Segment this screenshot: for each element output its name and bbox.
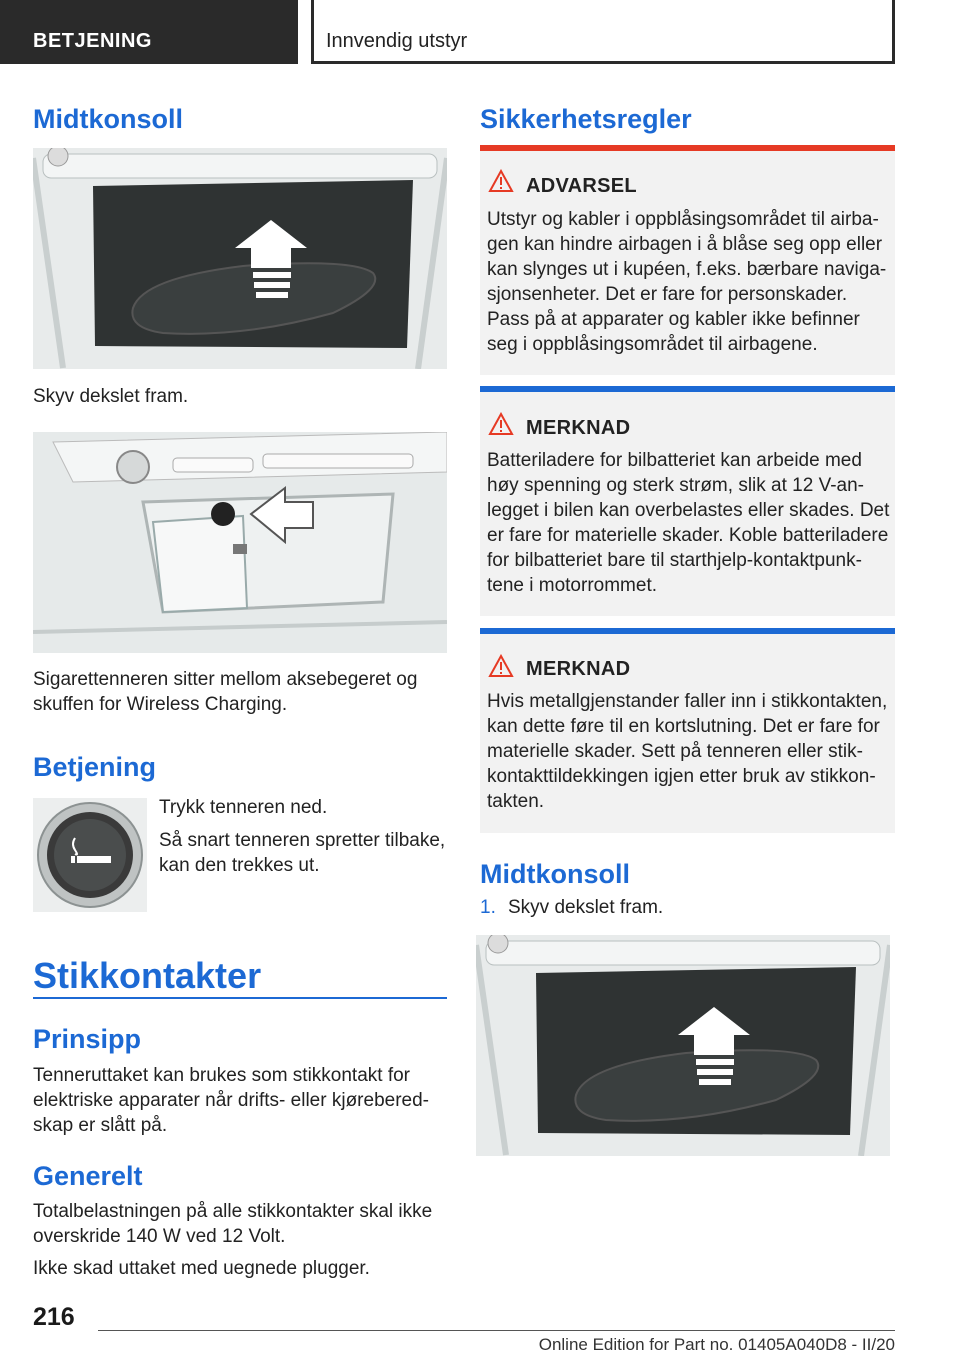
generelt-text-1: Totalbelastningen på alle stikkontakter skal ikke overskride 140 W ved 12 Volt.: [33, 1201, 433, 1247]
heading-generelt: Generelt: [33, 1161, 143, 1191]
notice-bar: [480, 628, 895, 634]
step-text: Skyv dekslet fram.: [508, 897, 664, 918]
image-console-cover-step: [476, 935, 890, 1156]
notice-text: Batteriladere for bilbatteriet kan arbeide med høy spenning og sterk strøm, slik at 12 V-anlegget i bilen kan overbelastes eller skades. Det er fare for materielle skader. Koble batteriladere for bilbatteriet bare til starthjelp-kontaktpunktene i motorrommet.: [487, 450, 890, 596]
caption-cover: Skyv dekslet fram.: [33, 386, 189, 407]
heading-midtkonsoll-right: Midtkonsoll: [480, 859, 630, 889]
notice-box-merknad-2: [480, 628, 895, 833]
heading-stikkontakter: Stikkontakter: [33, 955, 262, 996]
image-lighter-location: [33, 432, 447, 653]
generelt-text-2: Ikke skad uttaket med uegnede plugger.: [33, 1258, 370, 1279]
prinsipp-text: Tenneruttaket kan brukes som stikkontakt for elektriske apparater når drifts- eller kjøreberedskap er slått på.: [33, 1065, 429, 1136]
footer-rule: [98, 1330, 895, 1331]
header-section-label: BETJENING: [33, 30, 152, 52]
caption-lighter-location: Sigarettenneren sitter mellom aksebegeret og skuffen for Wireless Charging.: [33, 669, 418, 715]
notice-title: MERKNAD: [526, 417, 631, 439]
header-section-tab: [0, 0, 298, 64]
warning-bar: [480, 145, 895, 151]
notice-title: MERKNAD: [526, 658, 631, 680]
warning-box-advarsel: [480, 145, 895, 375]
header-chapter-label: Innvendig utstyr: [326, 30, 468, 52]
heading-prinsipp: Prinsipp: [33, 1024, 142, 1054]
footer-edition: Online Edition for Part no. 01405A040D8 - II/20: [538, 1335, 895, 1354]
step-number: 1.: [480, 897, 496, 918]
warning-triangle-icon: [488, 654, 514, 678]
betjening-step1: Trykk tenneren ned.: [159, 797, 328, 818]
notice-bar: [480, 386, 895, 392]
warning-title: ADVARSEL: [526, 175, 637, 197]
header-chapter-tab: [311, 0, 895, 64]
heading-sikkerhetsregler: Sikkerhetsregler: [480, 104, 692, 134]
heading-midtkonsoll: Midtkonsoll: [33, 104, 183, 134]
notice-text: Hvis metallgjenstander faller inn i stikkontakten, kan dette føre til en kortslutning. Det er fare for materielle skader. Sett på tenneren eller stikkontakttildekkingen igjen etter bruk av stikkontakten.: [487, 691, 888, 812]
image-console-cover: [33, 148, 447, 369]
page-number: 216: [33, 1303, 75, 1331]
heading-rule: [33, 997, 447, 999]
image-lighter-button: [33, 798, 147, 912]
betjening-step2: Så snart tenneren spretter tilbake, kan den trekkes ut.: [159, 830, 446, 876]
heading-betjening: Betjening: [33, 752, 157, 782]
warning-text: Utstyr og kabler i oppblåsingsområdet til airbagen kan hindre airbagen i å blåse seg opp eller kan slynges ut i kupéen, f.eks. bærbare navigasjonsenheter. Det er fare for personskader. Pass på at apparater og kabler ikke befinner seg i oppblåsingsområdet til airbagene.: [487, 209, 887, 355]
warning-triangle-icon: [488, 412, 514, 436]
notice-box-merknad-1: [480, 386, 895, 616]
warning-triangle-icon: [488, 169, 514, 193]
